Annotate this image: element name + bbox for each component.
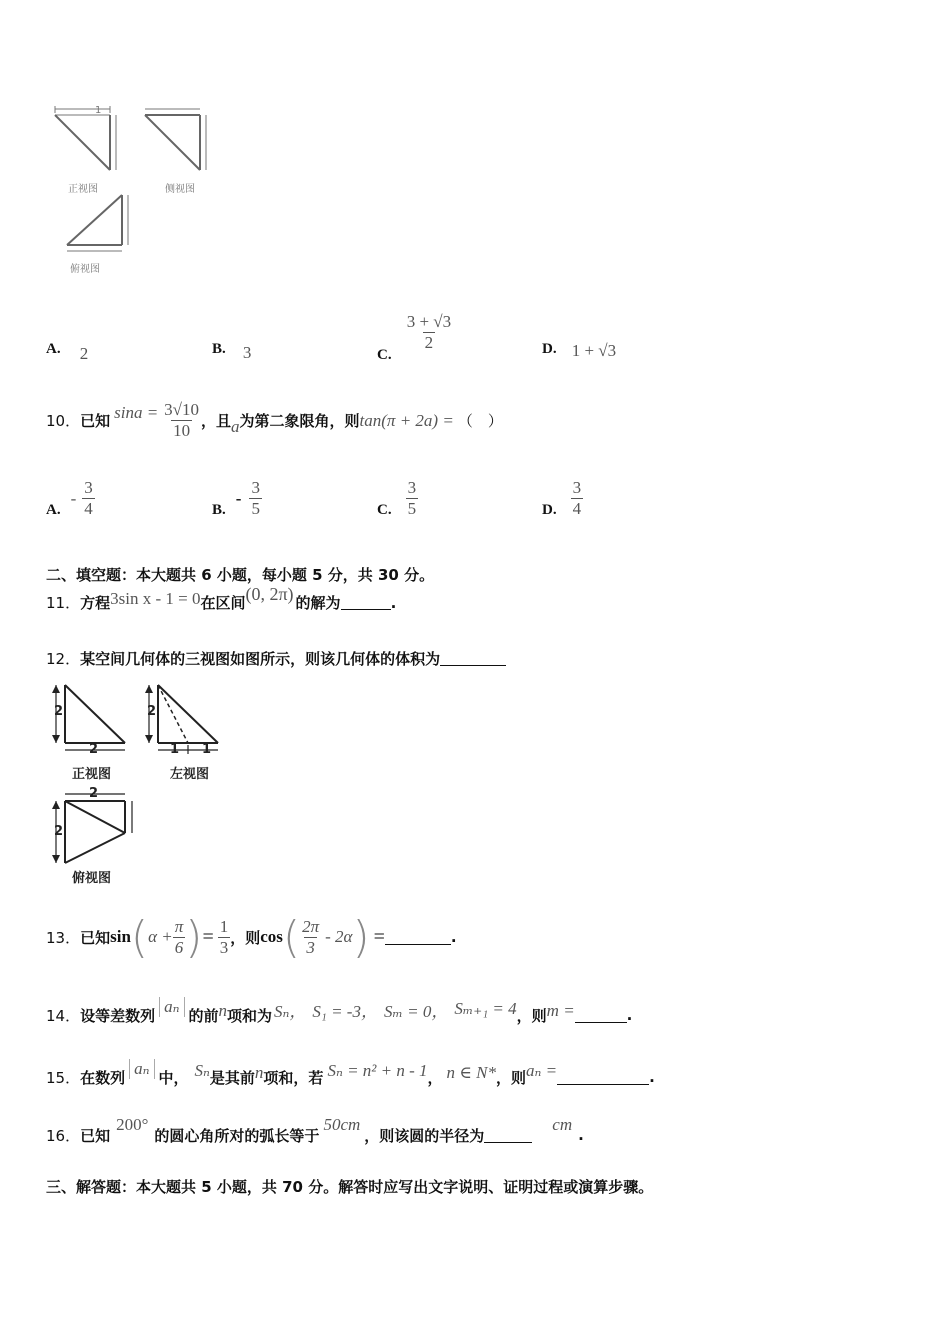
q9-option-b: B. 3 — [212, 341, 252, 362]
question-11: 11． 方程 3sin x - 1 = 0 在区间 (0, 2π) 的解为 . — [46, 584, 397, 612]
q9-option-a: A. 2 — [46, 341, 89, 363]
question-10: 10． 已知 sina = $\frac{3√10}{10}$ ，且 a 为第二象限角，则 tan(π + 2a) = （ ） — [46, 400, 503, 440]
q12-side-width-b: 1 — [202, 742, 212, 757]
q9-front-hypotenuse — [55, 115, 110, 170]
q10-option-c: C. $\frac{3}{5}$ — [377, 478, 417, 518]
question-13: 13． 已知 sin ( α + $\frac{\pi}{6}$ ) = $\frac{1}{3}$ ，则 cos ( $\frac{2\pi}{3}$ - 2α ) = . — [46, 911, 457, 963]
q12-top-height: 2 — [54, 824, 64, 839]
q9-caption-side: 侧视图 — [165, 184, 195, 195]
q10-option-b: B. - $\frac{3}{5}$ — [212, 478, 260, 518]
question-12: 12． 某空间几何体的三视图如图所示，则该几何体的体积为 — [46, 648, 506, 669]
section-2-heading: 二、填空题：本大题共 6 小题，每小题 5 分，共 30 分。 — [46, 566, 435, 584]
q12-caption-top: 俯视图 — [72, 871, 112, 886]
question-16: 16． 已知 200° 的圆心角所对的弧长等于 50cm ，则该圆的半径为 cm . — [46, 1115, 584, 1145]
q14-answer-blank[interactable] — [575, 1008, 627, 1023]
q10-option-d: D. $\frac{3}{4}$ — [542, 478, 582, 518]
q10-option-a: A. - $\frac{3}{4}$ — [46, 478, 93, 518]
q13-answer-blank[interactable] — [385, 930, 451, 945]
q12-caption-side: 左视图 — [170, 767, 210, 782]
q16-answer-blank[interactable] — [484, 1128, 532, 1143]
q9-caption-top: 俯视图 — [70, 264, 100, 275]
q15-answer-blank[interactable] — [557, 1070, 649, 1085]
q9-option-d: D. 1 + √3 — [542, 341, 617, 360]
q11-answer-blank[interactable] — [341, 595, 391, 610]
q12-answer-blank[interactable] — [440, 651, 506, 666]
q12-side-width-a: 1 — [170, 742, 180, 757]
question-14: 14． 设等差数列 aₙ 的前 n 项和为 Sₙ， S₁ = -3， Sₘ = 0， Sₘ₊₁ = 4 ，则 m = . — [46, 997, 633, 1025]
q12-top-width: 2 — [89, 786, 99, 801]
question-15: 15． 在数列 aₙ 中， Sₙ 是其前 n 项和，若 Sₙ = n² + n - 1 ， n ∈ N* ，则 aₙ = . — [46, 1059, 655, 1087]
q12-side-height: 2 — [147, 704, 157, 719]
q12-caption-front: 正视图 — [72, 767, 112, 782]
section-3-heading: 三、解答题：本大题共 5 小题，共 70 分。解答时应写出文字说明、证明过程或演算步骤。 — [46, 1178, 654, 1196]
q9-dim-top: 1 — [95, 105, 102, 116]
q9-option-c: C. $\frac{3 + √3}{2}$ — [377, 312, 452, 363]
q12-front-height: 2 — [54, 704, 64, 719]
q12-three-view-figure — [45, 678, 245, 888]
q12-front-width: 2 — [89, 742, 99, 757]
q9-caption-front: 正视图 — [68, 184, 98, 195]
